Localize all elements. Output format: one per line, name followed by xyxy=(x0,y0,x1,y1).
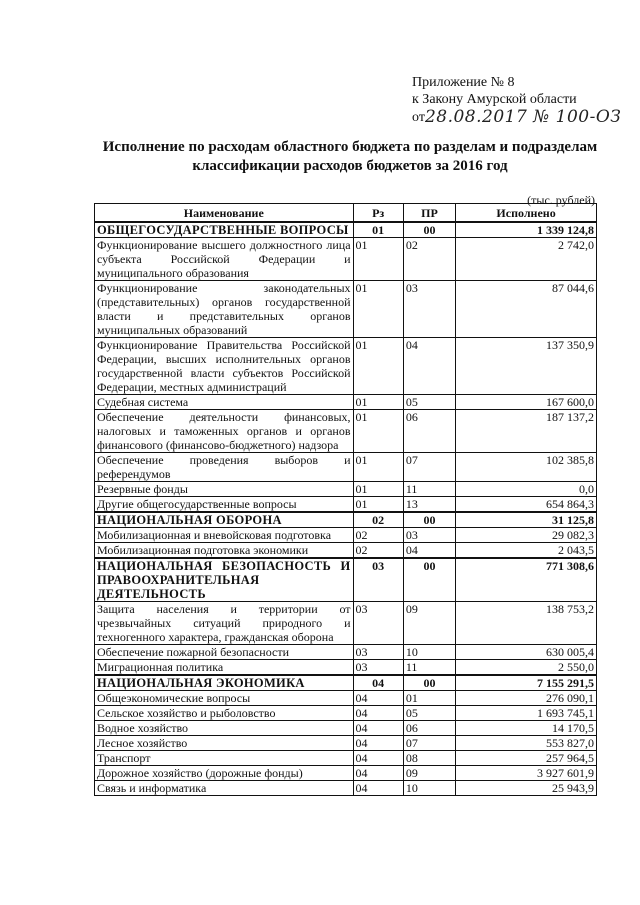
row-value: 1 693 745,1 xyxy=(456,706,597,721)
table-row xyxy=(95,238,597,281)
row-rz: 02 xyxy=(353,528,403,543)
row-value: 138 753,2 xyxy=(456,602,597,645)
header-executed: Исполнено xyxy=(456,204,597,223)
row-name: НАЦИОНАЛЬНАЯ ОБОРОНА xyxy=(95,512,354,528)
table-row xyxy=(95,736,597,751)
table-row xyxy=(95,497,597,513)
row-rz: 04 xyxy=(353,781,403,796)
row-name: Функционирование высшего должностного лица субъекта Российской Федерации и муниципального образования xyxy=(95,238,354,281)
row-name: Обеспечение пожарной безопасности xyxy=(95,645,354,660)
row-name: Обеспечение проведения выборов и референдумов xyxy=(95,453,354,482)
table-row xyxy=(95,528,597,543)
table-row xyxy=(95,410,597,453)
row-pr: 11 xyxy=(403,660,455,676)
budget-table xyxy=(94,203,597,796)
row-value: 137 350,9 xyxy=(456,338,597,395)
handwritten-date: 28.08.2017 № 100-ОЗ xyxy=(424,107,622,127)
table-row xyxy=(95,766,597,781)
row-name: Резервные фонды xyxy=(95,482,354,497)
row-pr: 13 xyxy=(403,497,455,513)
row-name: Мобилизационная подготовка экономики xyxy=(95,543,354,559)
row-pr: 00 xyxy=(403,675,455,691)
table-row xyxy=(95,660,597,676)
row-pr: 04 xyxy=(403,543,455,559)
section-row xyxy=(95,675,597,691)
unit-label: (тыс. рублей) xyxy=(527,193,595,207)
row-pr: 01 xyxy=(403,691,455,706)
table-header-row xyxy=(95,204,597,223)
row-rz: 03 xyxy=(353,558,403,602)
row-pr: 09 xyxy=(403,766,455,781)
table-row xyxy=(95,395,597,410)
row-value: 29 082,3 xyxy=(456,528,597,543)
row-value: 257 964,5 xyxy=(456,751,597,766)
row-name: Связь и информатика xyxy=(95,781,354,796)
row-name: Миграционная политика xyxy=(95,660,354,676)
row-pr: 10 xyxy=(403,645,455,660)
row-value: 25 943,9 xyxy=(456,781,597,796)
row-name: Общеэкономические вопросы xyxy=(95,691,354,706)
row-pr: 09 xyxy=(403,602,455,645)
row-pr: 02 xyxy=(403,238,455,281)
row-value: 2 742,0 xyxy=(456,238,597,281)
row-value: 2 550,0 xyxy=(456,660,597,676)
table-row xyxy=(95,453,597,482)
table-row xyxy=(95,706,597,721)
row-name: Судебная система xyxy=(95,395,354,410)
section-row xyxy=(95,512,597,528)
row-value: 1 339 124,8 xyxy=(456,222,597,238)
table-row xyxy=(95,281,597,338)
appendix-date-row xyxy=(412,108,621,126)
row-pr: 07 xyxy=(403,736,455,751)
row-rz: 04 xyxy=(353,706,403,721)
row-rz: 01 xyxy=(353,482,403,497)
row-rz: 01 xyxy=(353,238,403,281)
table-row xyxy=(95,602,597,645)
row-pr: 03 xyxy=(403,528,455,543)
row-rz: 03 xyxy=(353,602,403,645)
table-row xyxy=(95,721,597,736)
row-value: 167 600,0 xyxy=(456,395,597,410)
row-value: 7 155 291,5 xyxy=(456,675,597,691)
row-name: НАЦИОНАЛЬНАЯ БЕЗОПАСНОСТЬ И ПРАВООХРАНИТЕЛЬНАЯ ДЕЯТЕЛЬНОСТЬ xyxy=(95,558,354,602)
header-name: Наименование xyxy=(95,204,354,223)
row-name: Лесное хозяйство xyxy=(95,736,354,751)
row-name: Обеспечение деятельности финансовых, налоговых и таможенных органов и органов финансового (финансово-бюджетного) надзора xyxy=(95,410,354,453)
row-value: 187 137,2 xyxy=(456,410,597,453)
row-name: Транспорт xyxy=(95,751,354,766)
row-rz: 01 xyxy=(353,395,403,410)
row-pr: 05 xyxy=(403,395,455,410)
appendix-law: к Закону Амурской области xyxy=(412,92,577,107)
table-row xyxy=(95,781,597,796)
row-pr: 08 xyxy=(403,751,455,766)
row-value: 87 044,6 xyxy=(456,281,597,338)
row-value: 3 927 601,9 xyxy=(456,766,597,781)
row-value: 14 170,5 xyxy=(456,721,597,736)
row-rz: 04 xyxy=(353,766,403,781)
table-row xyxy=(95,691,597,706)
row-pr: 05 xyxy=(403,706,455,721)
row-name: Водное хозяйство xyxy=(95,721,354,736)
section-row xyxy=(95,222,597,238)
row-rz: 01 xyxy=(353,453,403,482)
table-body xyxy=(95,222,597,796)
row-rz: 04 xyxy=(353,691,403,706)
row-name: Мобилизационная и вневойсковая подготовка xyxy=(95,528,354,543)
row-value: 276 090,1 xyxy=(456,691,597,706)
row-rz: 01 xyxy=(353,222,403,238)
row-value: 771 308,6 xyxy=(456,558,597,602)
table-row xyxy=(95,543,597,559)
appendix-number: Приложение № 8 xyxy=(412,75,515,90)
row-pr: 10 xyxy=(403,781,455,796)
row-value: 654 864,3 xyxy=(456,497,597,513)
section-row xyxy=(95,558,597,602)
row-name: Дорожное хозяйство (дорожные фонды) xyxy=(95,766,354,781)
row-pr: 00 xyxy=(403,512,455,528)
row-value: 31 125,8 xyxy=(456,512,597,528)
row-pr: 06 xyxy=(403,721,455,736)
row-name: Другие общегосударственные вопросы xyxy=(95,497,354,513)
row-value: 630 005,4 xyxy=(456,645,597,660)
date-prefix: от xyxy=(412,110,425,125)
title-line-2: классификации расходов бюджетов за 2016 год xyxy=(192,158,508,174)
header-rz: Рз xyxy=(353,204,403,223)
row-rz: 01 xyxy=(353,497,403,513)
row-rz: 02 xyxy=(353,543,403,559)
row-rz: 01 xyxy=(353,281,403,338)
appendix-block xyxy=(412,74,621,126)
row-rz: 04 xyxy=(353,751,403,766)
row-value: 553 827,0 xyxy=(456,736,597,751)
row-rz: 03 xyxy=(353,660,403,676)
row-rz: 04 xyxy=(353,721,403,736)
row-rz: 03 xyxy=(353,645,403,660)
row-rz: 02 xyxy=(353,512,403,528)
table-row xyxy=(95,751,597,766)
row-pr: 07 xyxy=(403,453,455,482)
title-line-1: Исполнение по расходам областного бюджета по разделам и подразделам xyxy=(102,139,598,155)
row-name: ОБЩЕГОСУДАРСТВЕННЫЕ ВОПРОСЫ xyxy=(95,222,354,238)
row-rz: 01 xyxy=(353,338,403,395)
document-title xyxy=(60,138,640,176)
row-name: НАЦИОНАЛЬНАЯ ЭКОНОМИКА xyxy=(95,675,354,691)
row-name: Защита населения и территории от чрезвычайных ситуаций природного и техногенного характера, гражданская оборона xyxy=(95,602,354,645)
row-pr: 06 xyxy=(403,410,455,453)
row-pr: 04 xyxy=(403,338,455,395)
row-pr: 00 xyxy=(403,558,455,602)
row-value: 2 043,5 xyxy=(456,543,597,559)
row-pr: 11 xyxy=(403,482,455,497)
row-rz: 01 xyxy=(353,410,403,453)
row-rz: 04 xyxy=(353,675,403,691)
table-row xyxy=(95,482,597,497)
header-pr: ПР xyxy=(403,204,455,223)
table-row xyxy=(95,338,597,395)
row-name: Функционирование законодательных (представительных) органов государственной власти и представительных органов муниципальных образований xyxy=(95,281,354,338)
table-row xyxy=(95,645,597,660)
row-rz: 04 xyxy=(353,736,403,751)
row-pr: 00 xyxy=(403,222,455,238)
row-value: 0,0 xyxy=(456,482,597,497)
row-pr: 03 xyxy=(403,281,455,338)
row-name: Сельское хозяйство и рыболовство xyxy=(95,706,354,721)
row-value: 102 385,8 xyxy=(456,453,597,482)
row-name: Функционирование Правительства Российской Федерации, высших исполнительных органов государственной власти субъектов Российской Федерации, местных администраций xyxy=(95,338,354,395)
